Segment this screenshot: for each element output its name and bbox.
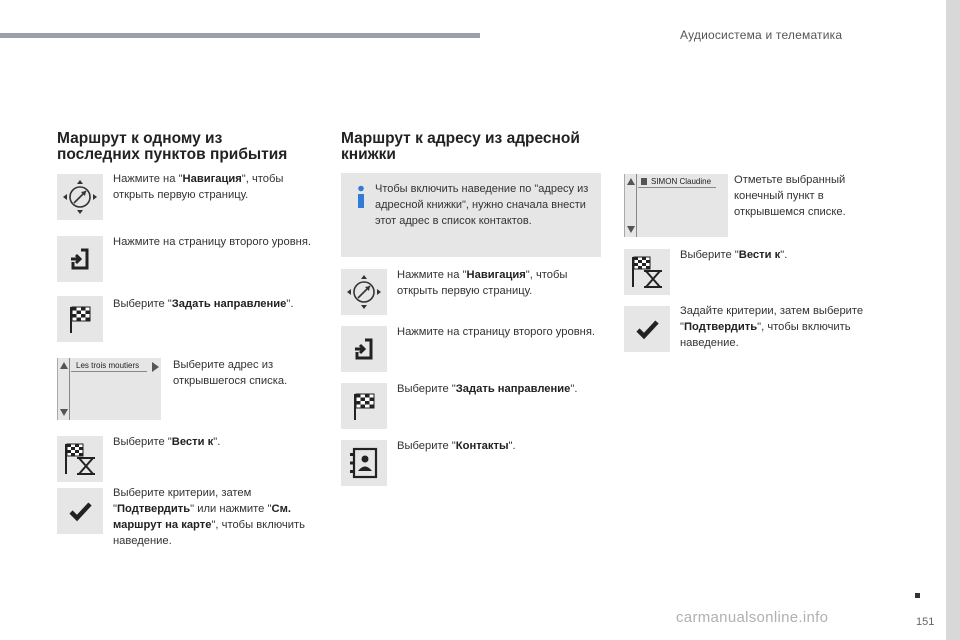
flag-hourglass-icon xyxy=(624,249,670,295)
right-step-3-text: Задайте критерии, затем выберите "Подтвердить", чтобы включить наведение. xyxy=(680,305,864,349)
middle-step-2-text: Нажмите на страницу второго уровня. xyxy=(397,326,595,338)
middle-step-3-text: Выберите "Задать направление". xyxy=(397,383,578,395)
list-scrollbar xyxy=(625,174,637,237)
scroll-up-icon xyxy=(627,178,635,185)
scroll-down-icon xyxy=(627,226,635,233)
left-step-3-text: Выберите "Задать направление". xyxy=(113,298,294,310)
middle-step-1-text: Нажмите на "Навигация", чтобы открыть первую страницу. xyxy=(397,269,568,297)
left-step-4-text: Выберите адрес из открывшегося списка. xyxy=(173,359,288,387)
list-entry-text: SIMON Claudine xyxy=(651,177,712,186)
checkered-flag-icon xyxy=(341,383,387,429)
section-title-recent-destinations: Маршрут к одному из последних пунктов прибытия xyxy=(57,130,288,163)
scroll-down-icon xyxy=(60,409,68,416)
header-bar xyxy=(0,33,480,38)
info-box xyxy=(341,173,601,257)
page-icon xyxy=(341,326,387,372)
list-scrollbar xyxy=(58,358,70,420)
page-number: 151 xyxy=(916,616,935,628)
checkmark-icon xyxy=(57,488,103,534)
watermark: carmanualsonline.info xyxy=(676,609,829,626)
list-screen-thumbnail xyxy=(57,358,161,420)
scroll-up-icon xyxy=(60,362,68,369)
navigation-icon xyxy=(341,269,387,315)
right-step-2-text: Выберите "Вести к". xyxy=(680,249,788,261)
page-edge-strip xyxy=(946,0,960,640)
info-text: Чтобы включить наведение по "адресу из адресной книжки", нужно сначала внести этот адрес в список контактов. xyxy=(375,183,589,227)
list-entry-text: Les trois moutiers xyxy=(76,361,140,370)
contact-marker-icon xyxy=(641,178,647,185)
info-icon xyxy=(355,185,367,209)
page-bullet xyxy=(915,593,920,598)
navigation-icon xyxy=(57,174,103,220)
play-arrow-icon xyxy=(152,362,159,372)
contact-list-screen-thumbnail xyxy=(624,174,728,237)
left-step-5-text: Выберите "Вести к". xyxy=(113,436,221,448)
contacts-icon xyxy=(341,440,387,486)
flag-hourglass-icon xyxy=(57,436,103,482)
checkered-flag-icon xyxy=(57,296,103,342)
section-title-address-book: Маршрут к адресу из адресной книжки xyxy=(341,130,580,163)
left-step-6-text: Выберите критерии, затем "Подтвердить" или нажмите "См. маршрут на карте", чтобы включить наведение. xyxy=(113,487,305,547)
left-step-2-text: Нажмите на страницу второго уровня. xyxy=(113,236,311,248)
middle-step-4-text: Выберите "Контакты". xyxy=(397,440,516,452)
right-step-1-text: Отметьте выбранный конечный пункт в открывшемся списке. xyxy=(734,174,846,218)
checkmark-icon xyxy=(624,306,670,352)
page-icon xyxy=(57,236,103,282)
header-title: Аудиосистема и телематика xyxy=(680,28,843,42)
left-step-1-text: Нажмите на "Навигация", чтобы открыть первую страницу. xyxy=(113,173,284,201)
